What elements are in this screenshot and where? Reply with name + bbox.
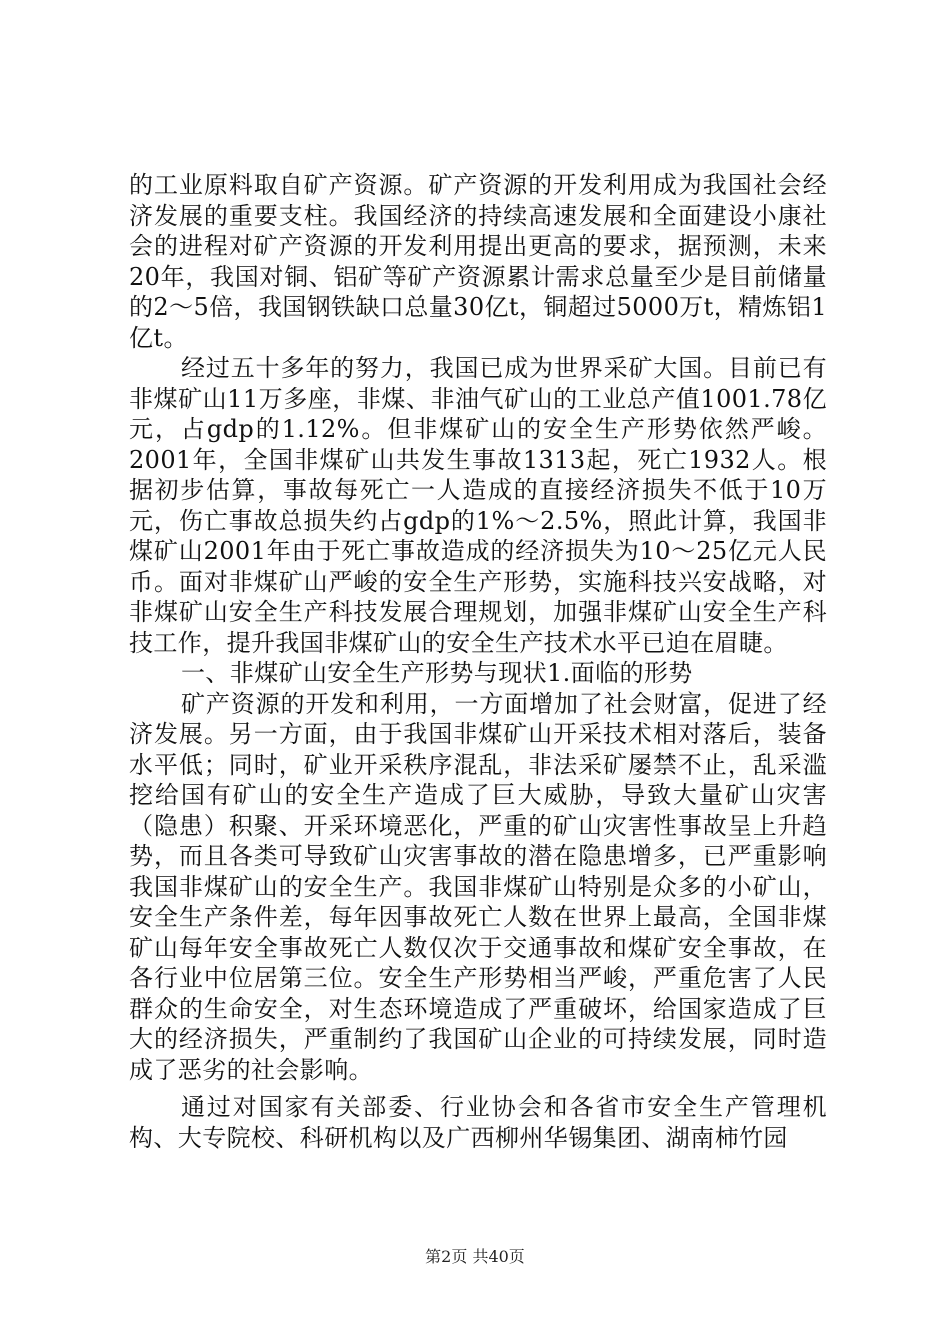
section-heading: 一、非煤矿山安全生产形势与现状1.面临的形势 [181,659,693,687]
paragraph-survey: 通过对国家有关部委、行业协会和各省市安全生产管理机构、大专院校、科研机构以及广西柳州华锡集团、湖南柿竹园 [129,1093,827,1152]
page-footer: 第2页 共40页 [425,1247,525,1266]
paragraph-continuation: 的工业原料取自矿产资源。矿产资源的开发利用成为我国社会经济发展的重要支柱。我国经济的持续高速发展和全面建设小康社会的进程对矿产资源的开发利用提出更高的要求，据预测，未来20年，我国对铜、铝矿等矿产资源累计需求总量至少是目前储量的2～5倍，我国钢铁缺口总量30亿t，铜超过5000万t，精炼铝1亿t。 [129,171,827,352]
paragraph-situation: 矿产资源的开发和利用，一方面增加了社会财富，促进了经济发展。另一方面，由于我国非煤矿山开采技术相对落后，装备水平低；同时，矿业开采秩序混乱，非法采矿屡禁不止，乱采滥挖给国有矿山的安全生产造成了巨大威胁，导致大量矿山灾害（隐患）积聚、开采环境恶化，严重的矿山灾害性事故呈上升趋势，而且各类可导致矿山灾害事故的潜在隐患增多，已严重影响我国非煤矿山的安全生产。我国非煤矿山特别是众多的小矿山，安全生产条件差，每年因事故死亡人数在世界上最高，全国非煤矿山每年安全事故死亡人数仅次于交通事故和煤矿安全事故，在各行业中位居第三位。安全生产形势相当严峻，严重危害了人民群众的生命安全，对生态环境造成了严重破坏，给国家造成了巨大的经济损失，严重制约了我国矿山企业的可持续发展，同时造成了恶劣的社会影响。 [129,689,827,1084]
document-body [129,170,827,1153]
paragraph-mining-overview: 经过五十多年的努力，我国已成为世界采矿大国。目前已有非煤矿山11万多座，非煤、非油气矿山的工业总产值1001.78亿元，占gdp的1.12%。但非煤矿山的安全生产形势依然严峻。2001年，全国非煤矿山共发生事故1313起，死亡1932人。根据初步估算，事故每死亡一人造成的直接经济损失不低于10万元，伤亡事故总损失约占gdp的1%～2.5%，照此计算，我国非煤矿山2001年由于死亡事故造成的经济损失为10～25亿元人民币。面对非煤矿山严峻的安全生产形势，实施科技兴安战略，对非煤矿山安全生产科技发展合理规划，加强非煤矿山安全生产科技工作，提升我国非煤矿山的安全生产技术水平已迫在眉睫。 [129,354,827,657]
